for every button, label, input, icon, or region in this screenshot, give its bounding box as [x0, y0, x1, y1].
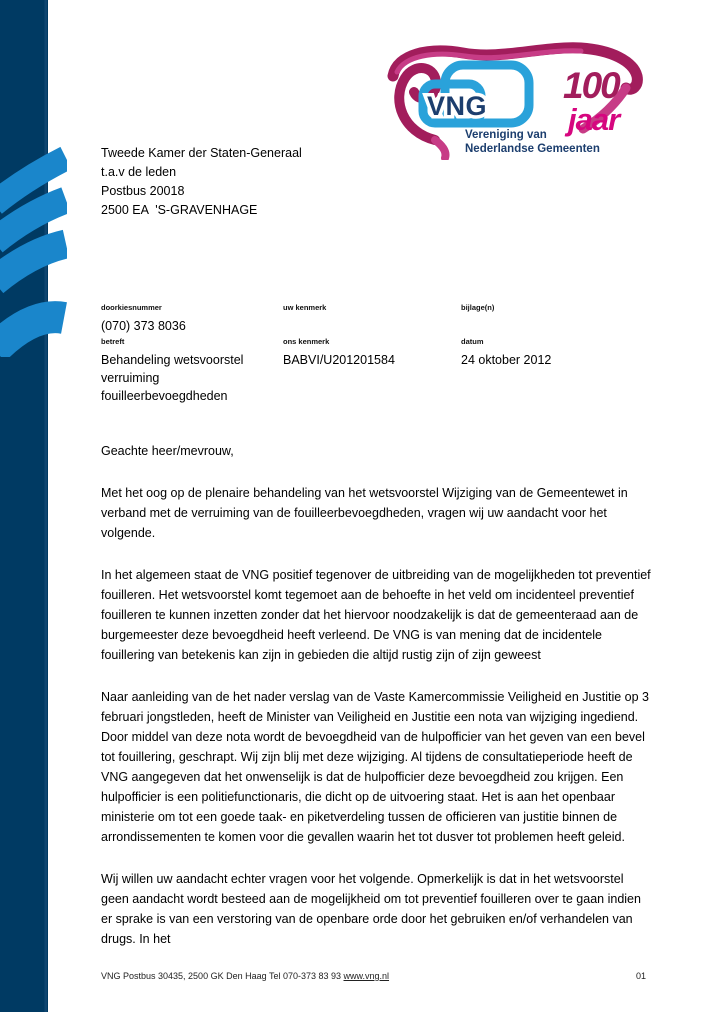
meta-value: Behandeling wetsvoorstel verruiming fouilleerbevoegdheden — [101, 353, 244, 403]
meta-bijlagen — [461, 303, 621, 317]
meta-label: doorkiesnummer — [101, 303, 162, 312]
logo-vng-text: VNG — [427, 91, 488, 121]
meta-value: 24 oktober 2012 — [461, 353, 552, 367]
logo-org-line1: Vereniging van — [465, 129, 547, 141]
left-brand-bar — [0, 0, 110, 1012]
meta-label: datum — [461, 337, 484, 346]
meta-doorkiesnummer — [101, 303, 259, 335]
meta-value: (070) 373 8036 — [101, 319, 186, 333]
vng-mark-icon — [423, 65, 529, 123]
body-paragraph: Naar aanleiding van de het nader verslag van de Vaste Kamercommissie Veiligheid en Justitie op 3 februari jongstleden, heeft de Minister van Veiligheid en Justitie een nota van wijziging ingediend. Door middel van deze nota wordt de bevoegdheid van de hulpofficier van het geven van een bevel tot fouillering, geschrapt. Wij zijn blij met deze wijziging. Al tijdens de consultatieperiode heeft de VNG aangegeven dat het onwenselijk is dat de hulpofficier deze bevoegdheid zou krijgen. Een hulpofficier is een politiefunctionaris, die dicht op de uitvoering staat. Het is aan het openbaar ministerie om tot een goede taak- en piketverdeling tussen de officieren van justitie binnen de arrondissementen te komen voor die gevallen waarin het tot dusver tot problemen heeft geleid. — [101, 690, 650, 844]
body-paragraph: In het algemeen staat de VNG positief tegenover de uitbreiding van de mogelijkheden tot preventief fouilleren. Het wetsvoorstel komt tegemoet aan de behoefte in het veld om incidenteel preventief fouilleren te kunnen inzetten zonder dat het hiervoor noodzakelijk is dat de gemeenteraad aan de burgemeester deze bevoegdheid heeft verleend. De VNG is van mening dat de incidentele fouillering van betekenis kan zijn in gebieden die altijd rustig zijn of zijn geweest — [101, 568, 651, 662]
recipient-address — [101, 144, 302, 220]
address-line: 2500 EA 'S-GRAVENHAGE — [101, 203, 258, 217]
letter-body — [101, 441, 651, 949]
salutation: Geachte heer/mevrouw, — [101, 444, 234, 458]
logo-jaar-text: jaar — [568, 102, 620, 137]
meta-label: betreft — [101, 337, 125, 346]
meta-datum — [461, 337, 621, 369]
body-paragraph: Met het oog op de plenaire behandeling van het wetsvoorstel Wijziging van de Gemeentewet in verband met de verruiming van de fouilleerbevoegdheden, vragen wij uw aandacht voor het volgende. — [101, 486, 628, 540]
meta-betreft — [101, 337, 259, 405]
meta-label: ons kenmerk — [283, 337, 330, 346]
page-number: 01 — [636, 971, 647, 981]
address-line: Postbus 20018 — [101, 184, 185, 198]
body-paragraph: Wij willen uw aandacht echter vragen voor het volgende. Opmerkelijk is dat in het wetsvoorstel geen aandacht wordt besteed aan de mogelijkheid om tot preventief fouilleren over te gaan indien er sprake is van een verstoring van de openbare orde door het gebruiken en/of verhandelen van drugs. In het — [101, 872, 641, 946]
navy-bar — [0, 0, 48, 1012]
meta-ons-kenmerk — [283, 337, 443, 369]
address-line: t.a.v de leden — [101, 165, 177, 179]
brand-stripes-icon — [0, 158, 66, 350]
meta-uw-kenmerk — [283, 303, 443, 317]
navy-bar-edge — [45, 0, 48, 1012]
meta-label: uw kenmerk — [283, 303, 327, 312]
footer-address-text: VNG Postbus 30435, 2500 GK Den Haag Tel 070-373 83 93 — [101, 971, 344, 981]
logo-100-text: 100 — [563, 65, 619, 106]
address-line: Tweede Kamer der Staten-Generaal — [101, 146, 302, 160]
meta-value: BABVI/U201201584 — [283, 353, 395, 367]
meta-label: bijlage(n) — [461, 303, 495, 312]
footer-link[interactable]: www.vng.nl — [343, 971, 390, 981]
vng-logo — [383, 42, 643, 160]
logo-org-line2: Nederlandse Gemeenten — [465, 143, 600, 155]
footer-address — [101, 971, 389, 981]
